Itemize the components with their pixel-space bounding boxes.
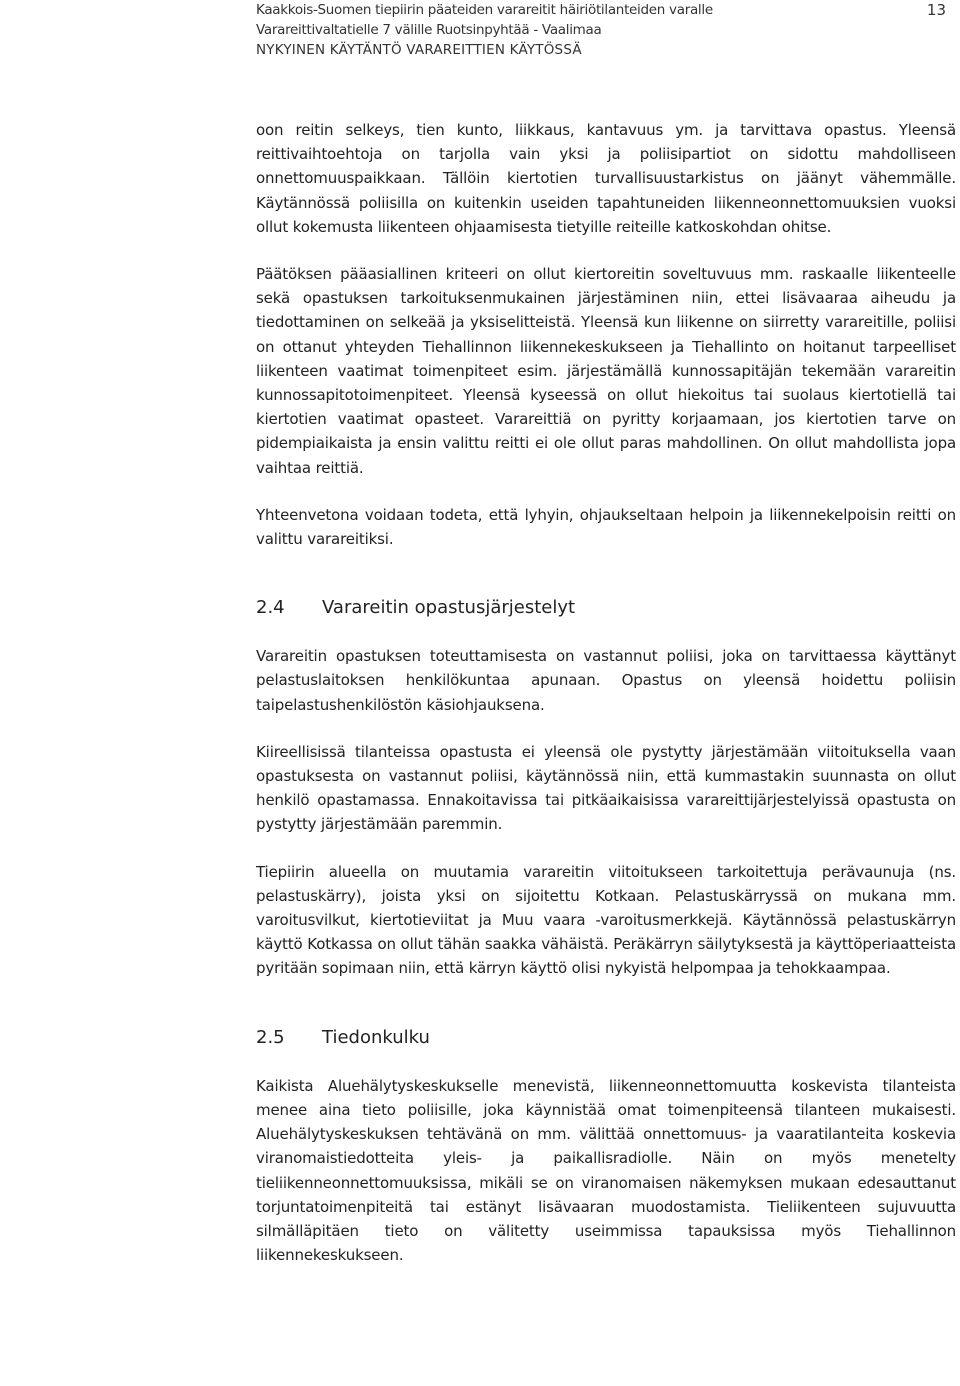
document-body — [256, 118, 956, 1267]
paragraph: Kiireellisissä tilanteissa opastusta ei yleensä ole pystytty järjestämään viitoituksella vaan opastuksesta on vastannut poliisi, käytännössä niin, että kummastakin suunnasta on ollut henkilö opastamassa. Ennakoitavissa tai pitkäaikaisissa varareittijärjestelyissä opastusta on pystytty järjestämään paremmin. — [256, 742, 956, 834]
section-heading — [256, 1025, 956, 1051]
paragraph: Tiepiirin alueella on muutamia varareitin viitoitukseen tarkoitettuja perävaunuja (ns. pelastuskärry), joista yksi on sijoitettu Kotkaan. Pelastuskärryssä on mukana mm. varoitusvilkut, kiertotieviitat ja Muu vaara -varoitusmerkkejä. Käytännössä pelastuskärryn käyttö Kotkassa on ollut tähän saakka vähäistä. Peräkärryn säilytyksestä ja käyttöperiaatteista pyritään sopimaan niin, että kärryn käyttö olisi nykyistä helpompaa ja tehokkaampaa. — [256, 862, 956, 978]
page-header — [256, 0, 956, 60]
section-heading — [256, 595, 956, 621]
section-number: 2.4 — [256, 597, 285, 619]
section-title: Varareitin opastusjärjestelyt — [322, 597, 576, 619]
page-number: 13 — [926, 1, 946, 19]
header-report-title: Kaakkois-Suomen tiepiirin päateiden varareitit häiriötilanteiden varalle — [256, 2, 713, 18]
paragraph: Yhteenvetona voidaan todeta, että lyhyin, ohjaukseltaan helpoin ja liikennekelpoisin reitti on valittu varareitiksi. — [256, 505, 956, 549]
header-report-subtitle: Varareittivaltatielle 7 välille Ruotsinpyhtää - Vaalimaa — [256, 22, 602, 38]
section-number: 2.5 — [256, 1026, 285, 1048]
paragraph: oon reitin selkeys, tien kunto, liikkaus, kantavuus ym. ja tarvittava opastus. Yleensä reittivaihtoehtoja on tarjolla vain yksi ja poliisipartiot on sidottu mahdolliseen onnettomuuspaikkaan. Tällöin kiertotien turvallisuustarkistus on jäänyt vähemmälle. Käytännössä poliisilla on kuitenkin useiden tapahtuneiden liikenneonnettomuuksien vuoksi ollut kokemusta liikenteen ohjaamisesta tietyille reiteille katkoskohdan ohitse. — [256, 121, 956, 236]
header-chapter-title: NYKYINEN KÄYTÄNTÖ VARAREITTIEN KÄYTÖSSÄ — [256, 42, 582, 58]
paragraph: Varareitin opastuksen toteuttamisesta on vastannut poliisi, joka on tarvittaessa käyttänyt pelastuslaitoksen henkilökuntaa apunaan. Opastus on yleensä hoidettu poliisin taipelastushenkilöstön käsiohjauksena. — [256, 647, 956, 714]
section-title: Tiedonkulku — [322, 1026, 430, 1048]
paragraph: Päätöksen pääasiallinen kriteeri on ollut kiertoreitin soveltuvuus mm. raskaalle liikenteelle sekä opastuksen tarkoituksenmukainen järjestäminen niin, ettei lisävaaraa aiheudu ja tiedottaminen on selkeää ja yksiselitteistä. Yleensä kun liikenne on siirretty varareitille, poliisi on ottanut yhteyden Tiehallinnon liikennekeskukseen ja Tiehallinto on hoitanut tarpeelliset liikenteen vaatimat toimenpiteet esim. järjestämällä kunnossapitäjän tekemään varareitin kunnossapitotoimenpiteet. Yleensä kyseessä on ollut hiekoitus tai suolaus kiertotiellä tai kiertotien vaatimat opasteet. Varareittiä on pyritty korjaamaan, jos kiertotien tarve on pidempiaikaista ja ensin valittu reitti ei ole ollut paras mahdollinen. On ollut mahdollista jopa vaihtaa reittiä. — [256, 265, 956, 477]
paragraph: Kaikista Aluehälytyskeskukselle menevistä, liikenneonnettomuutta koskevista tilanteista menee aina tieto poliisille, joka käynnistää omat toimenpiteensä tilanteen mukaisesti. Aluehälytyskeskuksen tehtävänä on mm. välittää onnettomuus- ja vaaratilanteita koskevia viranomaistiedotteita yleis- ja paikallisradiolle. Näin on myös menetelty tieliikenneonnettomuuksissa, mikäli se on viranomaisen näkemyksen mukaan edesauttanut torjuntatoimenpiteitä tai estänyt lisävaaran muodostamista. Tieliikenteen sujuvuutta silmälläpitäen tieto on välitetty useimmissa tapauksissa myös Tiehallinnon liikennekeskukseen. — [256, 1076, 956, 1265]
